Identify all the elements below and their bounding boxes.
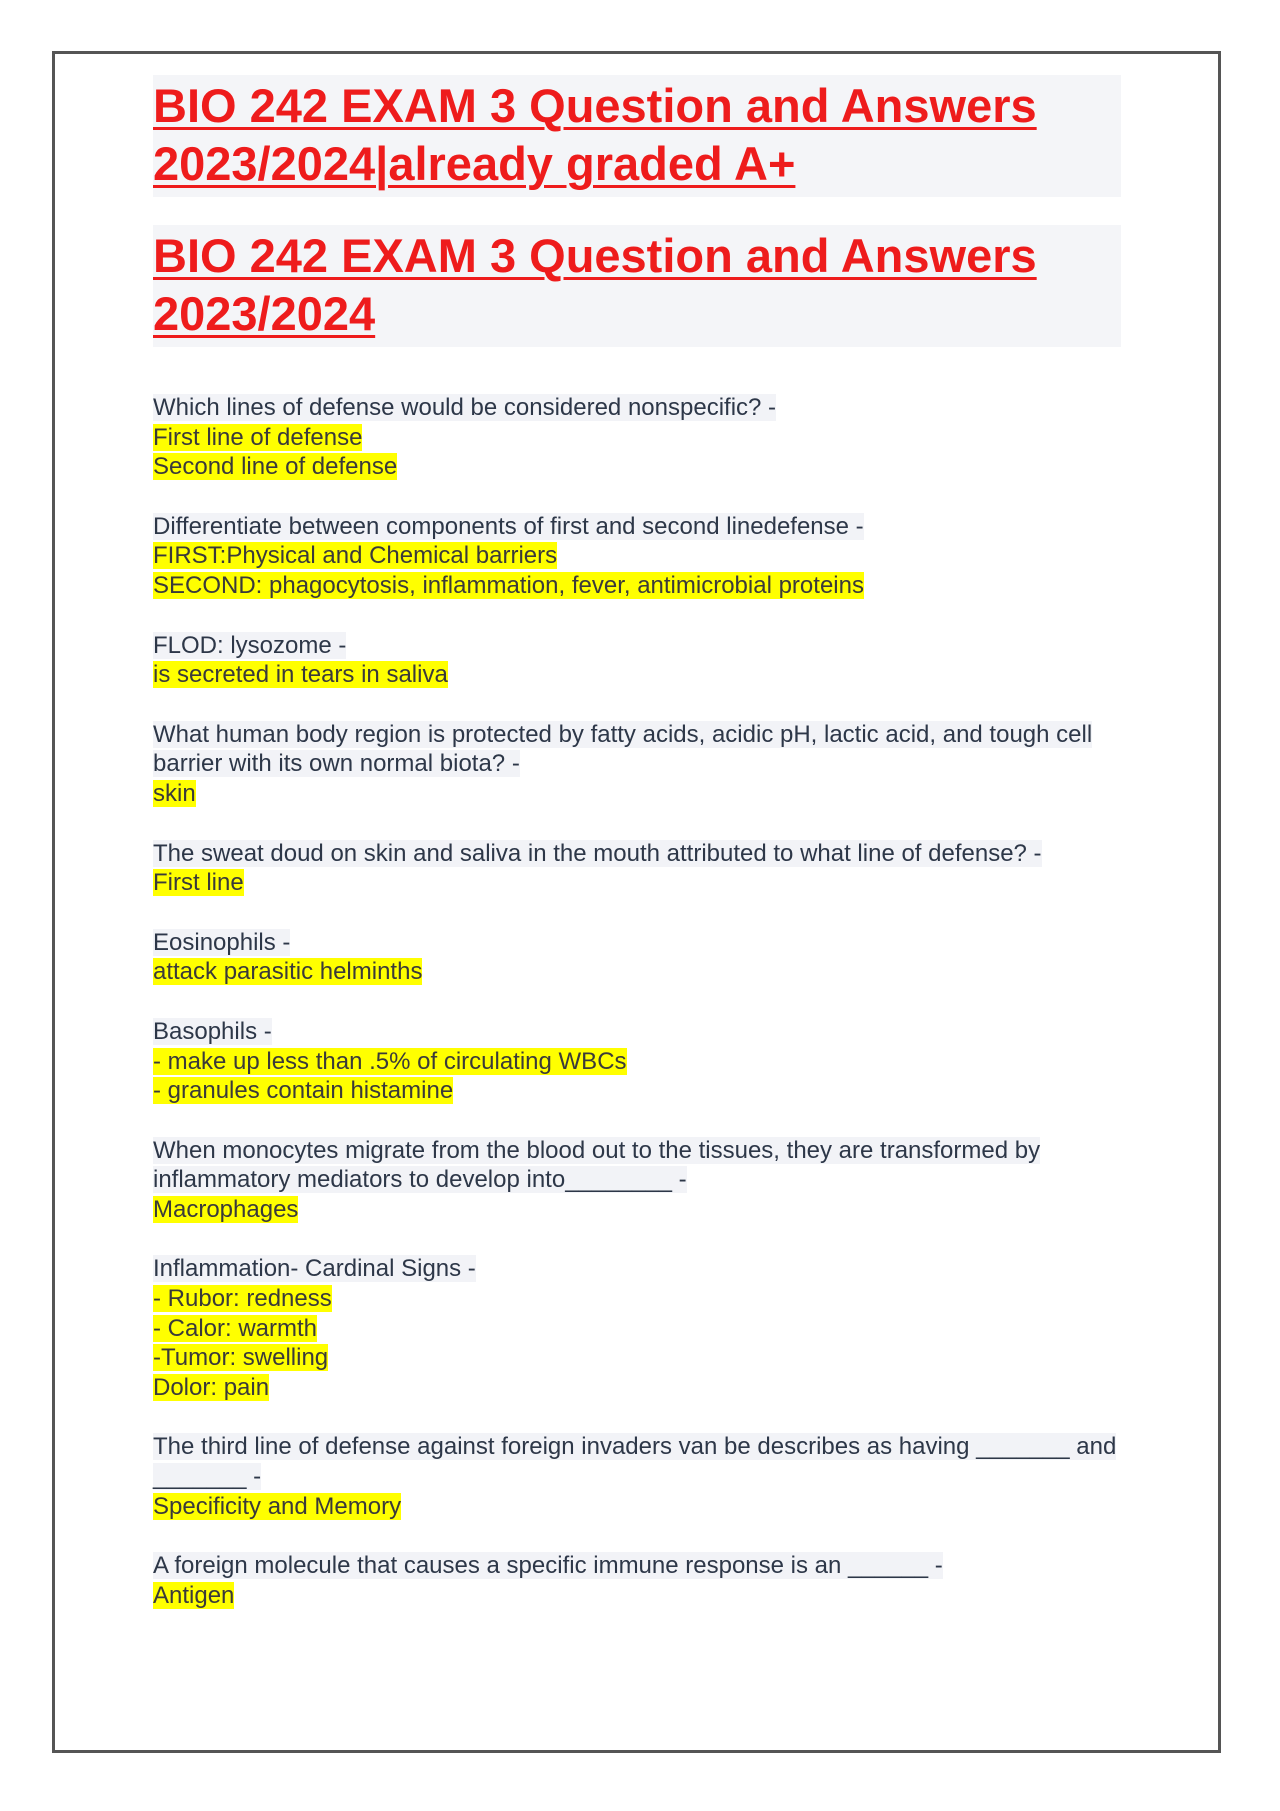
answer-text: - make up less than .5% of circulating WBCs [153, 1047, 627, 1075]
answer-text: First line [153, 869, 244, 897]
qa-item-6 [153, 928, 1121, 987]
question-text: A foreign molecule that causes a specific immune response is an ______ - [153, 1552, 943, 1580]
question-text: Differentiate between components of first and second linedefense - [153, 512, 864, 540]
answer-text: Dolor: pain [153, 1373, 270, 1401]
answer-text: attack parasitic helminths [153, 958, 423, 986]
qa-item-8 [153, 1136, 1121, 1225]
document-title [153, 75, 1121, 197]
question-text: The third line of defense against foreign invaders van be describes as having _______ and _______ - [153, 1433, 1117, 1491]
qa-item-11 [153, 1551, 1121, 1610]
answer-text: Antigen [153, 1581, 235, 1609]
answer-text: FIRST:Physical and Chemical barriers [153, 542, 558, 570]
qa-item-1 [153, 393, 1121, 482]
qa-item-10 [153, 1432, 1121, 1521]
answer-text: - Rubor: redness [153, 1285, 332, 1313]
answer-text: SECOND: phagocytosis, inflammation, fever, antimicrobial proteins [153, 571, 864, 599]
answer-text: is secreted in tears in saliva [153, 661, 448, 689]
document-title-text: BIO 242 EXAM 3 Question and Answers 2023/2024|already graded A+ [153, 79, 1037, 190]
qa-item-9 [153, 1254, 1121, 1402]
answer-text: -Tumor: swelling [153, 1344, 329, 1372]
document-content [153, 75, 1121, 1640]
question-text: Which lines of defense would be considered nonspecific? - [153, 394, 777, 421]
question-text: FLOD: lysozome - [153, 631, 347, 659]
answer-text: - granules contain histamine [153, 1077, 454, 1105]
qa-item-5 [153, 839, 1121, 898]
qa-item-3 [153, 631, 1121, 690]
answer-text: Second line of defense [153, 453, 398, 481]
answer-text: Macrophages [153, 1195, 299, 1223]
question-text: Basophils - [153, 1017, 272, 1045]
answer-text: - Calor: warmth [153, 1314, 318, 1342]
qa-item-4 [153, 720, 1121, 809]
answer-text: First line of defense [153, 423, 363, 451]
answer-text: Specificity and Memory [153, 1492, 402, 1520]
qa-item-2 [153, 512, 1121, 601]
question-text: Eosinophils - [153, 928, 291, 956]
question-text: What human body region is protected by fatty acids, acidic pH, lactic acid, and tough cell barrier with its own normal biota? - [153, 720, 1093, 778]
answer-text: skin [153, 779, 196, 807]
question-text: Inflammation- Cardinal Signs - [153, 1255, 476, 1283]
document-subtitle [153, 225, 1121, 347]
question-text: The sweat doud on skin and saliva in the mouth attributed to what line of defense? - [153, 839, 1042, 867]
qa-item-7 [153, 1017, 1121, 1106]
document-subtitle-text: BIO 242 EXAM 3 Question and Answers 2023/2024 [153, 229, 1037, 340]
question-text: When monocytes migrate from the blood out to the tissues, they are transformed by inflammatory mediators to develop into________ - [153, 1136, 1041, 1194]
